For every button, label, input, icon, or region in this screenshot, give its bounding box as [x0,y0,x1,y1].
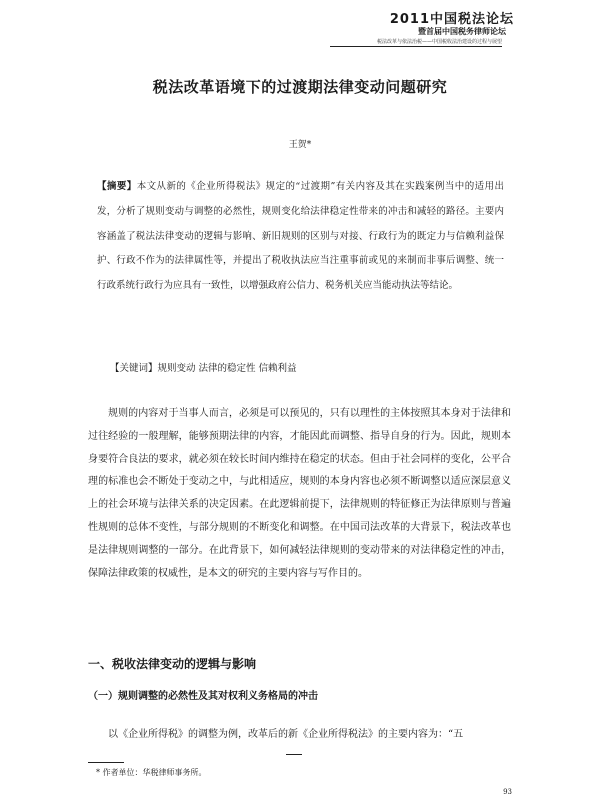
keywords-text: 规则变动 法律的稳定性 信赖利益 [157,363,297,374]
article-author: 王贺* [288,140,312,150]
abstract-label: 【摘要】 [97,181,137,192]
keywords [110,360,297,374]
section-heading: 一、税收法律变动的逻辑与影响 [88,657,257,671]
section-paragraph: 以《企业所得税》的调整为例，改革后的新《企业所得税法》的主要内容为：“五 [108,729,464,740]
header-brand: 2011中国税法论坛 [389,12,514,27]
page-number: 93 [503,788,512,796]
footnote-dash [286,754,302,755]
subsection-heading: （一）规则调整的必然性及其对权利义务格局的冲击 [88,691,318,702]
article-title: 税法改革语境下的过渡期法律变动问题研究 [152,78,448,96]
footnote: * 作者单位：华税律师事务所。 [96,768,207,777]
header-tagline: 税法改革与依法治税——中国税收法治建设的过程与展望 [376,39,502,45]
keywords-label: 【关键词】 [110,363,158,374]
header-rule [330,46,502,47]
intro-paragraph: 规则的内容对于当事人而言，必须是可以预见的，只有以理性的主体按照其本身对于法律和过往经验的一般理解，能够预期法律的内容，才能因此而调整、指导自身的行为。因此，规则本身要符合良法的要求，就必须在较长时间内维持在稳定的状态。但由于社会同样的变化，公平合理的标准也会不断处于变动之中，与此相适应，规则的本身内容也必须不断调整以适应深层意义上的社会环境与法律关系的决定因素。在此逻辑前提下，法律规则的特征修正为法律原则与普遍性规则的总体不变性，与部分规则的不断变化和调整。在中国司法改革的大背景下，税法改革也是法律规则调整的一部分。在此背景下，如何减轻法律规则的变动带来的对法律稳定性的冲击，保障法律政策的权威性，是本文的研究的主要内容与写作目的。 [88,408,511,579]
abstract-text: 本文从新的《企业所得税法》规定的“过渡期”有关内容及其在实践案例当中的适用出发，分析了规则变动与调整的必然性，规则变化给法律稳定性带来的冲击和减轻的路径。主要内容涵盖了税法法律变动的逻辑与影响、新旧规则的区别与对接、行政行为的既定力与信赖利益保护、行政不作为的法律属性等，并提出了税收执法应当注重事前或见的来制而非事后调整、统一行政系统行政行为应具有一致性，以增强政府公信力、税务机关应当能动执法等结论。 [97,181,504,292]
footnote-rule [88,762,124,763]
abstract [97,175,504,299]
header-subtitle: 暨首届中国税务律师论坛 [418,27,506,36]
